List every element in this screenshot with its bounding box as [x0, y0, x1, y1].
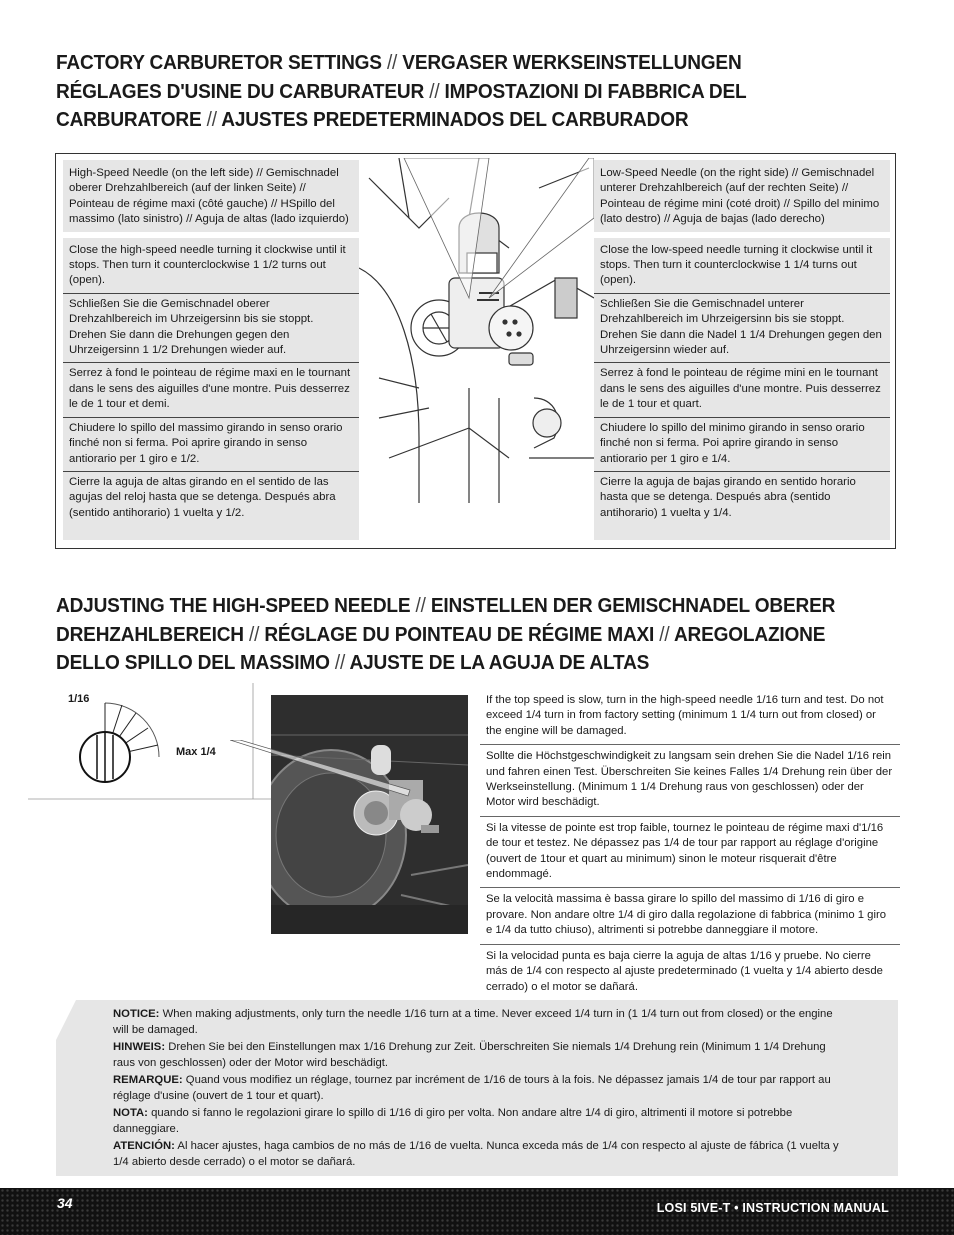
dial-label-max: Max 1/4 — [176, 746, 216, 758]
section2-title — [56, 592, 865, 678]
notice-it — [113, 1106, 843, 1137]
title2-it: AREGOLAZIONE DELLO SPILLO DEL MASSIMO — [56, 622, 826, 674]
notice-label: NOTA: — [113, 1107, 148, 1119]
title-es: AJUSTES PREDETERMINADOS DEL CARBURADOR — [221, 108, 689, 131]
title-separator: // — [415, 594, 426, 617]
dial-label-1-16: 1/16 — [68, 693, 90, 705]
low-needle-de: Schließen Sie die Gemischnadel unterer Drehzahlbereich im Uhrzeigersinn bis sie stoppt. Drehen Sie dann die Nadel 1 1/4 Drehungen gegen den Uhrzeigersinn wieder auf. — [594, 293, 890, 363]
adjust-it: Se la velocità massima è bassa girare lo spillo del massimo di 1/16 di giro e provare. Non andare oltre 1/4 di giro dalla regolazione di fabbrica (minimo 1 giro e 1/4 da tutto chiuso), altrimenti si potrebbe danneggiare il motore. — [480, 887, 900, 943]
low-speed-needle-panel — [594, 160, 890, 540]
title-fr: RÉGLAGES D'USINE DU CARBURATEUR — [56, 79, 425, 103]
notice-text: Al hacer ajustes, haga cambios de no más de 1/16 de vuelta. Nunca exceda más de 1/4 con respecto al ajuste de fábrica (1 vuelta y 1/4 abierto desde cerrado) o el motor se dañará. — [113, 1140, 839, 1168]
notice-text: When making adjustments, only turn the needle 1/16 turn at a time. Never exceed 1/4 turn in (1 1/4 turn out from closed) or the engine will be damaged. — [113, 1008, 833, 1036]
low-needle-it: Chiudere lo spillo del minimo girando in senso orario finché non si ferma. Poi aprire girando in senso antiorario per 1 giro e 1/4. — [594, 417, 890, 471]
title2-es: AJUSTE DE LA AGUJA DE ALTAS — [349, 651, 650, 674]
adjust-fr: Si la vitesse de pointe est trop faible, tournez le pointeau de régime maxi d'1/16 de tour et testez. Ne dépassez pas 1/4 de tour par rapport au réglage d'origine (ouvert de 1tour et quart au minimum) sinon le moteur risquerait d'être endommagé. — [480, 816, 900, 888]
title-separator: // — [334, 651, 346, 674]
callout-lines — [230, 740, 470, 840]
high-needle-fr: Serrez à fond le pointeau de régime maxi en le tournant dans le sens des aiguilles d'une montre. Puis desserrez le de 1 tour et demi. — [63, 362, 359, 416]
title-it: IMPOSTAZIONI DI FABBRICA DEL CARBURATORE — [56, 79, 747, 131]
adjust-es: Si la velocidad punta es baja cierre la aguja de altas 1/16 y pruebe. No cierre más de 1/4 con respecto al ajuste predeterminado (1 vuelta y 1/4 abierto desde cerrado) o el motor se dañará. — [480, 944, 900, 1000]
low-needle-heading: Low-Speed Needle (on the right side) // Gemischnadel unterer Drehzahlbereich (auf der rechten Seite) // Pointeau de régime mini (coté droit) // Spillo del minimo (lato destro) // Aguja de bajas (lado derecho) — [600, 167, 880, 226]
high-needle-it: Chiudere lo spillo del massimo girando in senso orario finché non si ferma. Poi aprire girando in senso antiorario per 1 giro e 1/2. — [63, 417, 359, 471]
carburetor-illustration — [359, 158, 594, 503]
title2-fr: RÉGLAGE DU POINTEAU DE RÉGIME MAXI — [264, 622, 655, 646]
notice-text: Quand vous modifiez un réglage, tournez par incrément de 1/16 de tours à la fois. Ne dépassez jamais 1/4 de tour par rapport au réglage d'usine (ouvert de 1 tour et quart). — [113, 1074, 831, 1102]
high-needle-es: Cierre la aguja de altas girando en el sentido de las agujas del reloj hasta que se detenga. Después abra (sentido antihorario) 1 vuelta y 1/2. — [63, 471, 359, 525]
low-needle-es: Cierre la aguja de bajas girando en sentido horario hasta que se detenga. Después abra (sentido antihorario) 1 vuelta y 1/4. — [594, 471, 890, 525]
title-de: VERGASER WERKSEINSTELLUNGEN — [402, 51, 742, 74]
notice-label: NOTICE: — [113, 1008, 160, 1020]
title-separator: // — [248, 622, 260, 646]
low-needle-fr: Serrez à fond le pointeau de régime mini en le tournant dans le sens des aiguilles d'une montre. Puis desserrez le de 1 tour et quart. — [594, 362, 890, 416]
notice-label: REMARQUE: — [113, 1074, 183, 1086]
title2-en: ADJUSTING THE HIGH-SPEED NEEDLE — [56, 594, 411, 617]
high-needle-de: Schließen Sie die Gemischnadel oberer Drehzahlbereich im Uhrzeigersinn bis sie stoppt. Drehen Sie dann die Drehungen gegen den Uhrzeigersinn 1 1/2 Drehungen wieder auf. — [63, 293, 359, 363]
notice-es — [113, 1139, 843, 1170]
title-separator: // — [659, 622, 670, 646]
section1-title — [56, 49, 865, 135]
page-number: 34 — [57, 1195, 73, 1211]
high-needle-heading: High-Speed Needle (on the left side) // Gemischnadel oberer Drehzahlbereich (auf der linken Seite) // Pointeau de régime maxi (côté gauche) // HSpillo del massimo (lato sinistro) // Aguja de altas (lado izquierdo) — [69, 167, 349, 226]
notice-label: HINWEIS: — [113, 1041, 166, 1053]
manual-title: LOSI 5IVE-T • INSTRUCTION MANUAL — [656, 1201, 889, 1215]
low-needle-en: Close the low-speed needle turning it clockwise until it stops. Then turn it counterclockwise 1 1/4 turns out (open). — [600, 243, 873, 287]
notice-de — [113, 1040, 843, 1071]
high-needle-en: Close the high-speed needle turning it clockwise until it stops. Then turn it counterclockwise 1 1/2 turns out (open). — [69, 243, 346, 287]
title-separator: // — [429, 79, 440, 103]
title2-de: EINSTELLEN DER GEMISCHNADEL OBERER DREHZAHLBEREICH — [56, 594, 836, 646]
high-speed-needle-panel — [63, 160, 359, 540]
notice-text: quando si fanno le regolazioni girare lo spillo di 1/16 di giro per volta. Non andare altre 1/4 di giro, altrimenti il motore si potrebbe danneggiare. — [113, 1107, 793, 1135]
notice-text: Drehen Sie bei den Einstellungen max 1/16 Drehung zur Zeit. Überschreiten Sie niemals 1/4 Drehung rein (Minimum 1 1/4 Drehung raus von geschlossen) oder der Motor wird beschädigt. — [113, 1041, 826, 1069]
notice-en — [113, 1007, 843, 1038]
adjust-en: If the top speed is slow, turn in the high-speed needle 1/16 turn and test. Do not exceed 1/4 turn in from factory setting (minimum 1 1/4 turn out from closed) or the engine will be damaged. — [486, 694, 884, 737]
title-en: FACTORY CARBURETOR SETTINGS — [56, 51, 382, 74]
title-separator: // — [386, 51, 398, 74]
notice-corner — [56, 1000, 112, 1176]
notice-box — [56, 1000, 898, 1176]
notice-label: ATENCIÓN: — [113, 1140, 175, 1152]
title-separator: // — [206, 108, 217, 131]
notice-fr — [113, 1073, 843, 1104]
carburetor-line-art — [359, 158, 594, 503]
adjust-de: Sollte die Höchstgeschwindigkeit zu langsam sein drehen Sie die Nadel 1/16 rein und fahren einen Test. Überschreiten Sie keines Falles 1/4 Drehung rein über der Werkseinstellung. (Minimum 1 1/4 Drehung raus von geschlossen) oder der Motor wird beschädigt. — [480, 744, 900, 816]
high-needle-adjust-text — [480, 692, 900, 1000]
